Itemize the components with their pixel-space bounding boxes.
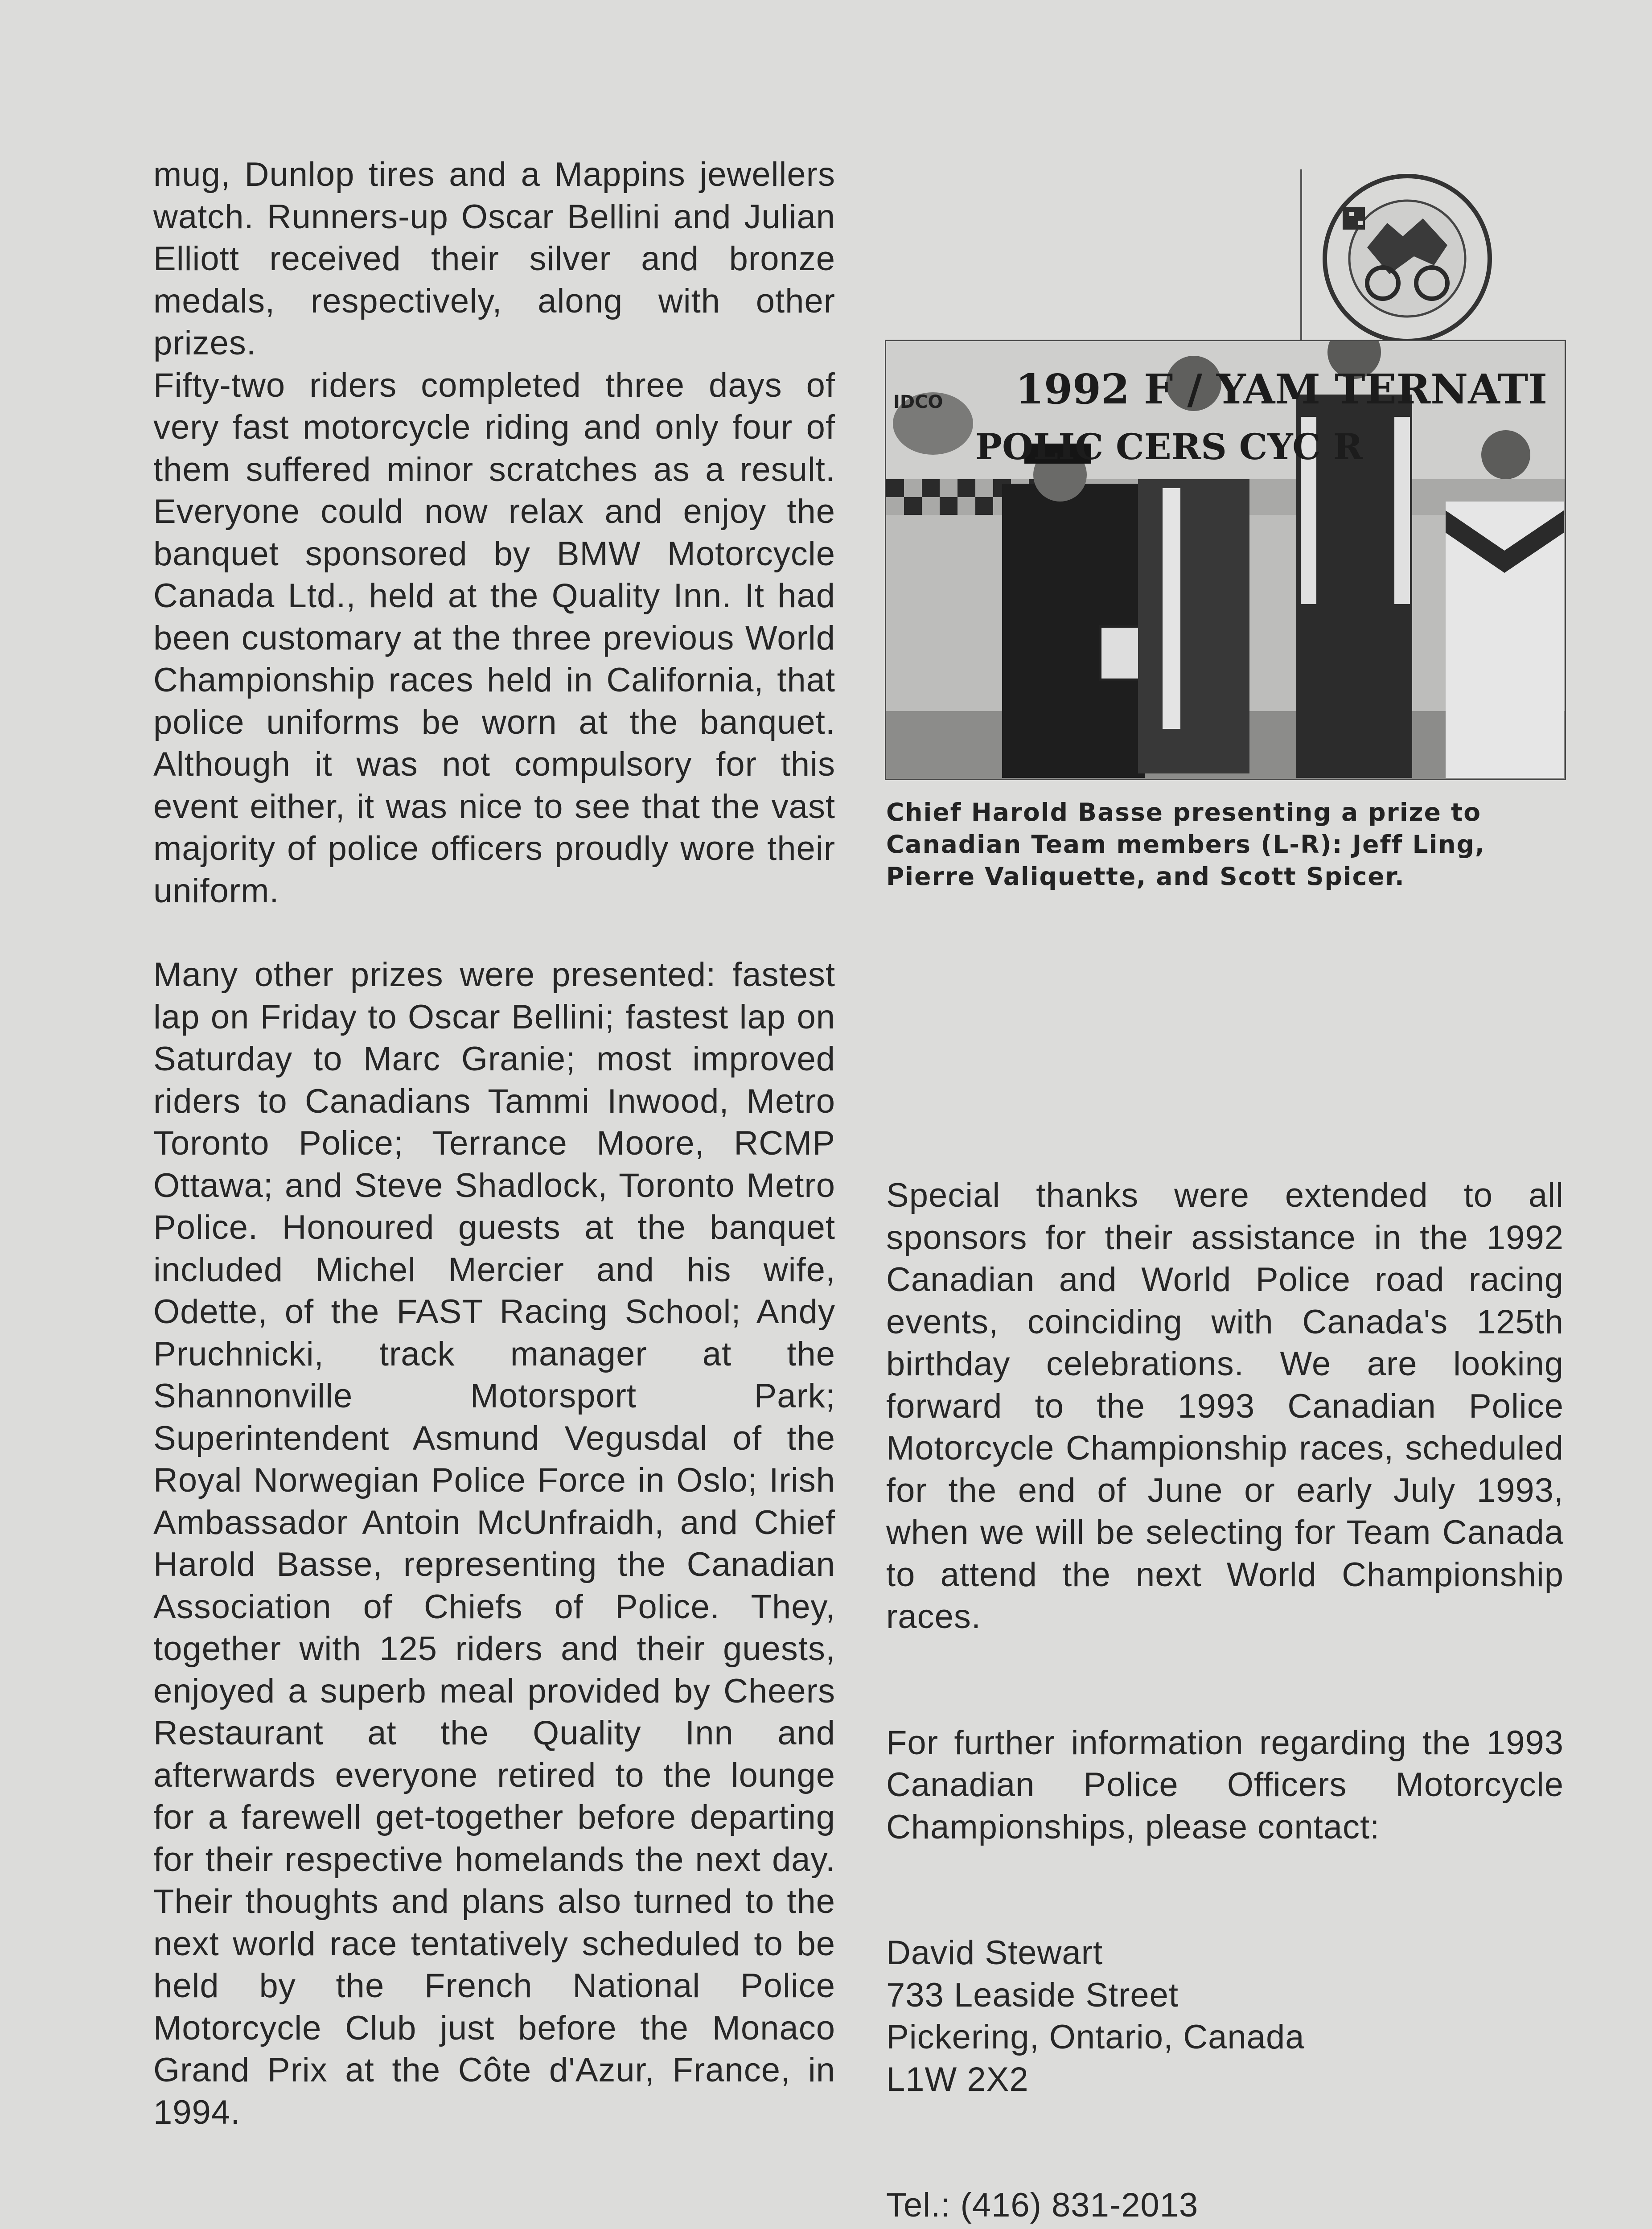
paragraph-prizes: mug, Dunlop tires and a Mappins jewellers watch. Runners-up Oscar Bellini and Julian Elliott received their silver and bronze medals, respectively, along with other prizes. — [153, 156, 835, 362]
championship-logo — [1300, 169, 1496, 348]
right-text-column — [886, 1175, 1564, 2229]
contact-name: David Stewart — [886, 1934, 1103, 1972]
banner-logo: IDCO — [893, 392, 943, 412]
photo-caption: Chief Harold Basse presenting a prize to Canadian Team members (L-R): Jeff Ling, Pierre Valiquette, and Scott Spicer. — [886, 798, 1485, 891]
banner-line-2: POLIC CERS CYC R — [975, 426, 1363, 468]
contact-phone-block — [886, 2184, 1564, 2229]
contact-postal-code: L1W 2X2 — [886, 2060, 1029, 2098]
banner-line-1: 1992 F / YAM TERNATI — [1015, 365, 1548, 413]
podium-photo — [885, 340, 1566, 780]
paragraph-banquet: Fifty-two riders completed three days of very fast motorcycle riding and only four of them suffered minor scratches as a result. Everyone could now relax and enjoy the banquet sponsored by BMW Motorcycle Canada Ltd., held at the Quality Inn. It had been customary at the three previous World Championship races held in California, that police uniforms be worn at the banquet. Although it was not compulsory for this event either, it was nice to see that the vast majority of police officers proudly wore their uniform. — [153, 366, 835, 910]
paragraph-special-thanks: Special thanks were extended to all sponsors for their assistance in the 1992 Canadian and World Police road racing events, coinciding with Canada's 125th birthday celebrations. We are looking forward to the 1993 Canadian Police Motorcycle Championship races, scheduled for the end of June or early July 1993, when we will be selecting for Team Canada to attend the next World Championship races. — [886, 1176, 1564, 1636]
contact-street: 733 Leaside Street — [886, 1976, 1179, 2014]
paragraph-honoured-guests: Many other prizes were presented: fastest lap on Friday to Oscar Bellini; fastest lap on Saturday to Marc Granie; most improved riders to Canadians Tammi Inwood, Metro Toronto Police; Terrance Moore, RCMP Ottawa; and Steve Shadlock, Toronto Metro Police. Honoured guests at the banquet included Michel Mercier and his wife, Odette, of the FAST Racing School; Andy Pruchnicki, track manager at the Shannonville Motorsport Park; Superintendent Asmund Vegusdal of the Royal Norwegian Police Force in Oslo; Irish Ambassador Antoin McUnfraidh, and Chief Harold Basse, representing the Canadian Association of Chiefs of Police. They, together with 125 riders and their guests, enjoyed a superb meal provided by Cheers Restaurant at the Quality Inn and afterwards everyone retired to the lounge for a farewell get-together before departing for their respective homelands the next day. Their thoughts and plans also turned to the next world race tentatively scheduled to be held by the French National Police Motorcycle Club just before the Monaco Grand Prix at the Côte d'Azur, France, in 1994. — [153, 956, 835, 2131]
contact-fax — [886, 2227, 1564, 2229]
paragraph-further-info: For further information regarding the 1993 Canadian Police Officers Motorcycle Championships, please contact: — [886, 1723, 1564, 1846]
left-text-column — [153, 154, 835, 2134]
contact-block — [886, 1932, 1564, 2101]
contact-city: Pickering, Ontario, Canada — [886, 2018, 1305, 2056]
contact-telephone: Tel.: (416) 831-2013 — [886, 2186, 1199, 2224]
